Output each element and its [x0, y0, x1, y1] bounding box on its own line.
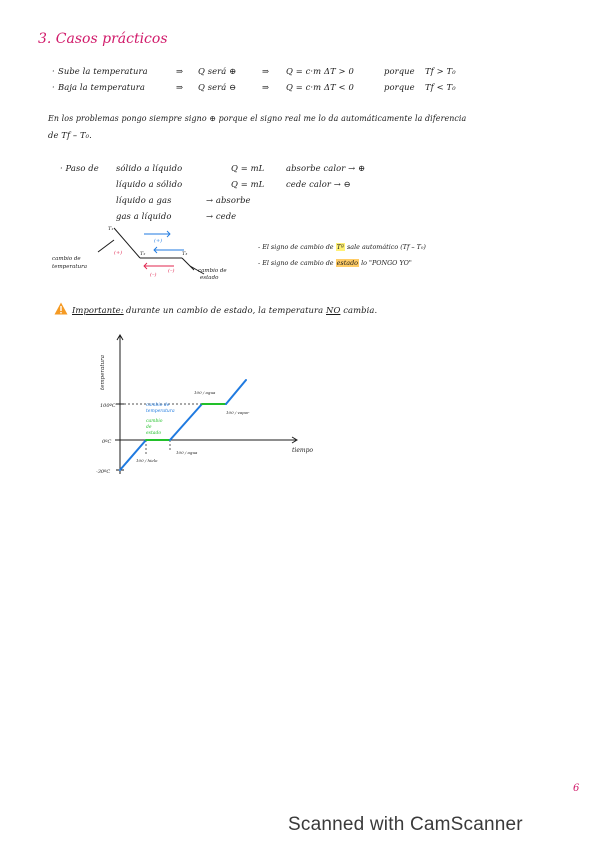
heat-line-porque: porque [384, 82, 415, 92]
rule-highlight-temperature: Tª [336, 243, 344, 251]
phase-desc: cede calor → ⊖ [286, 179, 351, 189]
x-axis-label: tiempo [292, 447, 314, 454]
rule-post: lo "PONGO YO" [361, 259, 412, 267]
heat-line-formula: Q = c·m ΔT < 0 [286, 82, 354, 92]
important-post: cambia. [343, 305, 378, 315]
phase-prefix: · Paso de [60, 163, 99, 173]
sketch-mark-t1: T₁ [108, 226, 114, 232]
important-emph: NO [326, 305, 341, 315]
annotation-agua-0: 100 / agua [176, 450, 198, 455]
scanner-watermark: Scanned with CamScanner [288, 814, 523, 835]
phase-change: líquido a gas [116, 195, 172, 205]
note-line-1: En los problemas pongo siempre signo ⊕ porque el signo real me lo da automáticamente la diferencia [48, 114, 467, 123]
y-tick-label: 0ºC [102, 439, 112, 445]
phase-change: gas a líquido [116, 211, 172, 221]
heat-line-text: Baja la temperatura [58, 82, 145, 92]
bullet: · [52, 82, 55, 92]
page-number: 6 [573, 783, 580, 794]
phase-desc: absorbe calor → ⊕ [286, 163, 366, 173]
annotation-agua-100: 100 / agua [194, 390, 216, 395]
y-axis-label: temperatura [100, 354, 106, 390]
implies-arrow: ⇒ [176, 82, 184, 92]
sketch-mark-t2: T₂ [140, 251, 146, 257]
rule-temperature [258, 243, 426, 251]
sketch-label-right-1: cambio de [198, 268, 227, 274]
heat-line-porque: porque [384, 66, 415, 76]
important-text [126, 305, 377, 315]
sketch-sign-left: (+) [114, 250, 123, 256]
segment-heat-ice [120, 440, 146, 470]
phase-formula: Q = mL [231, 179, 265, 189]
warning-icon [54, 302, 68, 315]
sketch-label-left-2: temperatura [52, 264, 88, 270]
heat-line-condition: Tf < T₀ [425, 82, 456, 92]
rule-state [258, 259, 412, 267]
sketch-slope-right [182, 258, 194, 270]
heat-line-q: Q será ⊕ [198, 66, 237, 76]
heat-line-condition: Tf > T₀ [425, 66, 456, 76]
heat-line-formula: Q = c·m ΔT > 0 [286, 66, 354, 76]
y-tick-label: -30ºC [96, 469, 111, 475]
annotation-hielo: 100 / hielo [136, 458, 158, 463]
rule-pre: - El signo de cambio de [258, 243, 334, 251]
section-title: 3. Casos prácticos [38, 31, 168, 47]
sketch-label-left-1: cambio de [52, 256, 81, 262]
legend-temperature-2: temperatura [146, 409, 175, 414]
implies-arrow: ⇒ [176, 66, 184, 76]
heat-line-text: Sube la temperatura [58, 66, 148, 76]
y-tick-label: 100ºC [100, 403, 116, 409]
implies-arrow: ⇒ [262, 66, 270, 76]
phase-desc: → absorbe [206, 195, 251, 205]
rule-pre: - El signo de cambio de [258, 259, 334, 267]
phase-formula: Q = mL [231, 163, 265, 173]
sketch-sign-top: (+) [154, 238, 163, 244]
legend-state-3: estado [146, 431, 162, 436]
sketch-label-right-2: estado [200, 275, 219, 281]
heat-line-q: Q será ⊖ [198, 82, 237, 92]
sketch-mark-t3: T₃ [182, 251, 188, 257]
phase-desc: → cede [206, 211, 237, 221]
important-pre: durante un cambio de estado, la temperatura [126, 305, 324, 315]
annotation-vapor: 100 / vapor [226, 410, 250, 415]
sketch-sign-bottom: (–) [150, 272, 157, 278]
phase-change: sólido a líquido [116, 163, 183, 173]
segment-heat-vapor [226, 380, 246, 404]
phase-sketch [50, 222, 250, 292]
segment-heat-water [170, 404, 202, 440]
note-line-2: de Tf – T₀. [48, 130, 92, 140]
rule-highlight-state: estado [336, 259, 359, 267]
legend-state-2: de [146, 425, 152, 430]
legend-temperature-1: cambio de [146, 403, 170, 408]
implies-arrow: ⇒ [262, 82, 270, 92]
sketch-sign-right: (–) [168, 268, 175, 274]
bullet: · [52, 66, 55, 76]
phase-change: líquido a sólido [116, 179, 183, 189]
legend-state-1: cambio [146, 419, 163, 424]
heating-curve-graph [90, 330, 330, 480]
sketch-pointer-left [98, 240, 114, 252]
rule-post: sale automático (Tf – T₀) [347, 243, 426, 251]
important-label: Importante: [72, 305, 124, 315]
